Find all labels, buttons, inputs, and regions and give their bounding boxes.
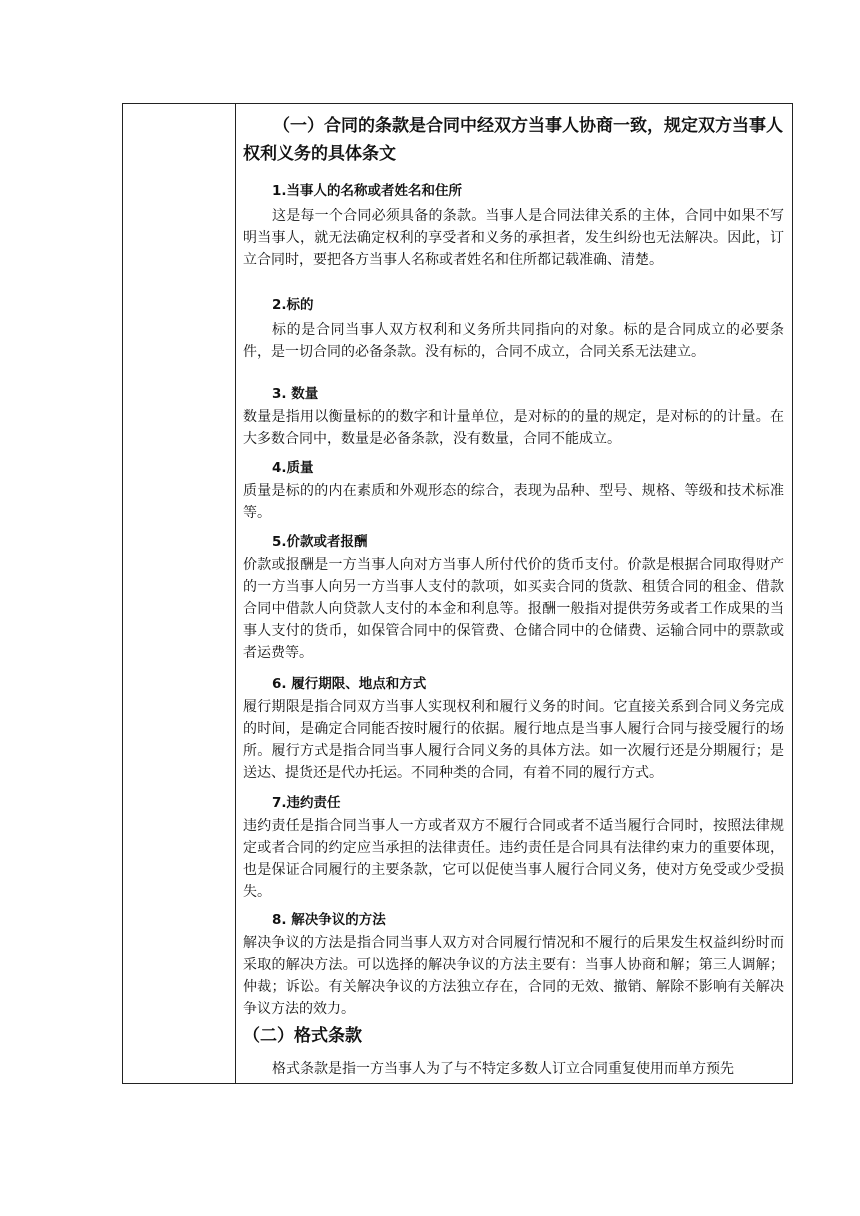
document-table [122, 103, 793, 1084]
subheading-3: 3. 数量 [272, 386, 319, 402]
subheading-5: 5.价款或者报酬 [272, 534, 368, 550]
subheading-8: 8. 解决争议的方法 [272, 912, 386, 928]
section-heading-2: （二）格式条款 [243, 1026, 362, 1046]
paragraph-8: 解决争议的方法是指合同当事人双方对合同履行情况和不履行的后果发生权益纠纷时而采取的解决方法。可以选择的解决争议的方法主要有：当事人协商和解；第三人调解；仲裁；诉讼。有关解决争议的方法独立存在，合同的无效、撤销、解除不影响有关解决争议方法的效力。 [243, 935, 784, 1017]
subheading-4: 4.质量 [272, 460, 314, 476]
paragraph-2: 标的是合同当事人双方权利和义务所共同指向的对象。标的是合同成立的必要条件，是一切合同的必备条款。没有标的，合同不成立，合同关系无法建立。 [243, 322, 784, 360]
subheading-1: 1.当事人的名称或者姓名和住所 [272, 183, 463, 199]
subheading-6: 6. 履行期限、地点和方式 [272, 676, 427, 692]
paragraph-6: 履行期限是指合同双方当事人实现权利和履行义务的时间。它直接关系到合同义务完成的时间，是确定合同能否按时履行的依据。履行地点是当事人履行合同与接受履行的场所。履行方式是指合同当事人履行合同义务的具体方法。如一次履行还是分期履行；是送达、提货还是代办托运。不同种类的合同，有着不同的履行方式。 [243, 699, 784, 781]
paragraph-4: 质量是标的的内在素质和外观形态的综合，表现为品种、型号、规格、等级和技术标准等。 [243, 483, 784, 521]
section-heading-1: （一）合同的条款是合同中经双方当事人协商一致，规定双方当事人权利义务的具体条文 [243, 116, 783, 164]
paragraph-5: 价款或报酬是一方当事人向对方当事人所付代价的货币支付。价款是根据合同取得财产的一方当事人向另一方当事人支付的款项，如买卖合同的货款、租赁合同的租金、借款合同中借款人向贷款人支付的本金和利息等。报酬一般指对提供劳务或者工作成果的当事人支付的货币，如保管合同中的保管费、仓储合同中的仓储费、运输合同中的票款或者运费等。 [243, 557, 784, 661]
subheading-2: 2.标的 [272, 297, 314, 313]
table-left-cell [123, 104, 236, 1083]
paragraph-3: 数量是指用以衡量标的的数字和计量单位，是对标的的量的规定，是对标的的计量。在大多数合同中，数量是必备条款，没有数量，合同不能成立。 [243, 409, 784, 447]
paragraph-last: 格式条款是指一方当事人为了与不特定多数人订立合同重复使用而单方预先 [272, 1061, 734, 1077]
subheading-7: 7.违约责任 [272, 795, 341, 811]
paragraph-1: 这是每一个合同必须具备的条款。当事人是合同法律关系的主体，合同中如果不写明当事人，就无法确定权利的享受者和义务的承担者，发生纠纷也无法解决。因此，订立合同时，要把各方当事人名称或者姓名和住所都记载准确、清楚。 [243, 208, 784, 268]
table-right-cell [235, 104, 792, 1083]
paragraph-7: 违约责任是指合同当事人一方或者双方不履行合同或者不适当履行合同时，按照法律规定或者合同的约定应当承担的法律责任。违约责任是合同具有法律约束力的重要体现，也是保证合同履行的主要条款，它可以促使当事人履行合同义务，使对方免受或少受损失。 [243, 818, 784, 900]
